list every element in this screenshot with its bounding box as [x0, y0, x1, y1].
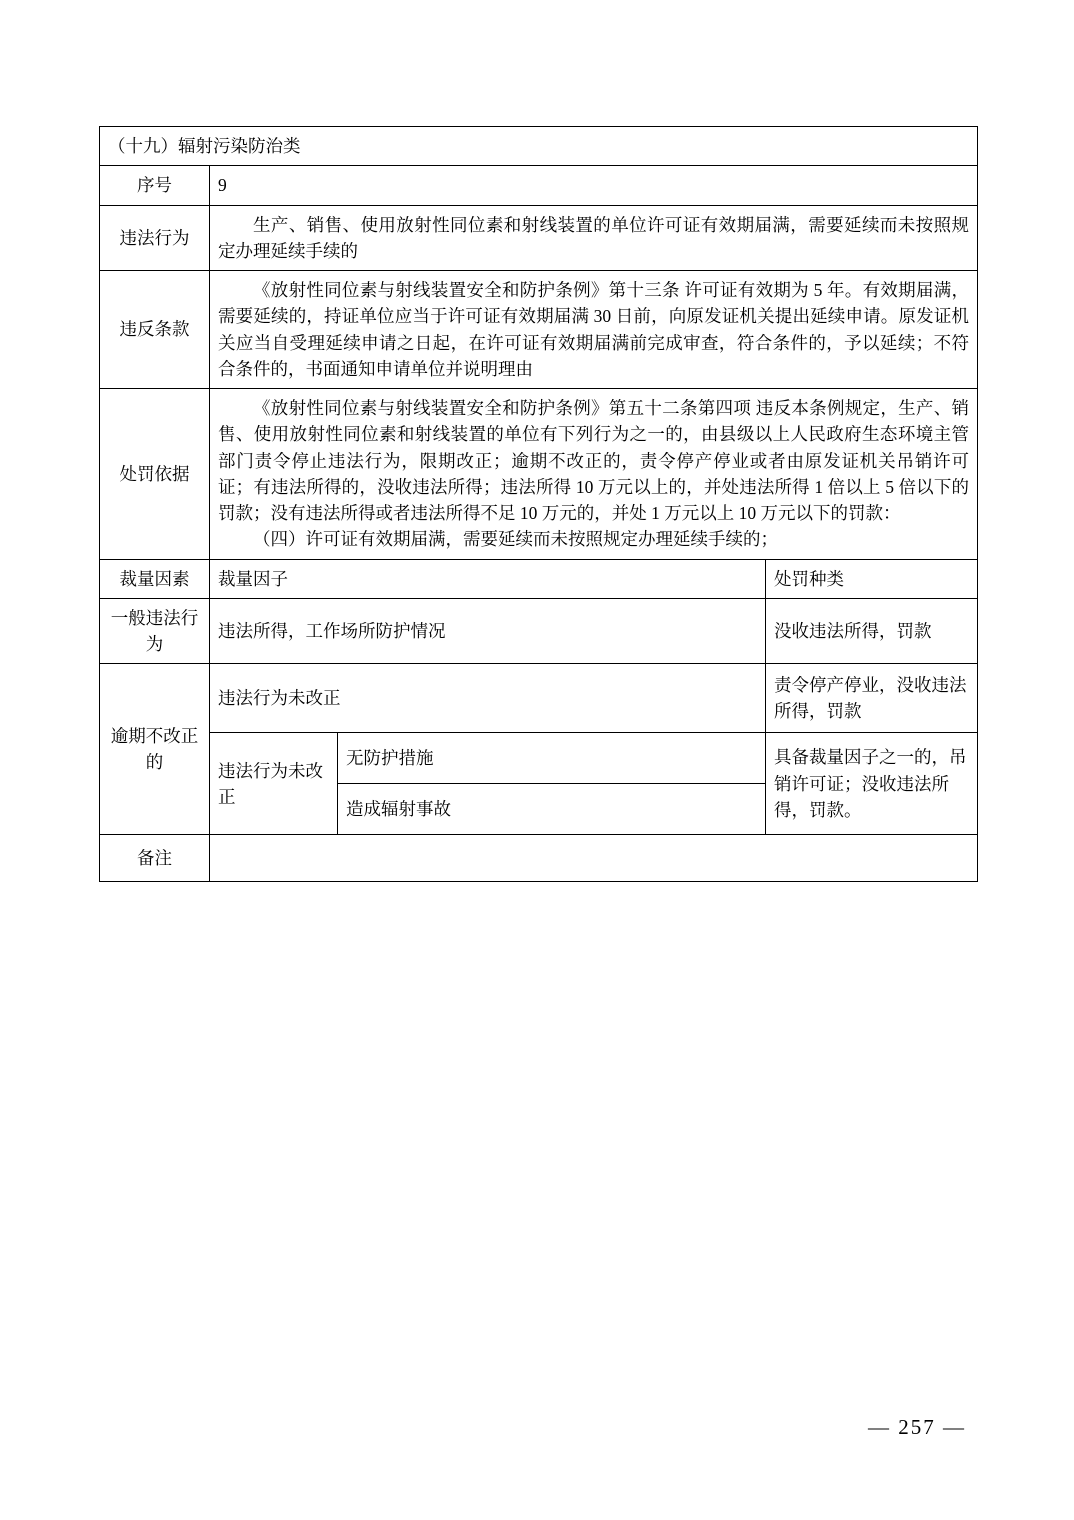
table-row-discretion-header [100, 559, 978, 598]
discretion-factor-header: 裁量因子 [210, 559, 766, 598]
basis-paragraph-2: （四）许可证有效期届满，需要延续而未按照规定办理延续手续的； [253, 529, 778, 550]
remark-label: 备注 [100, 835, 210, 882]
general-penalty: 没收违法所得，罚款 [766, 598, 978, 664]
discretion-penalty-header: 处罚种类 [766, 559, 978, 598]
serial-value: 9 [210, 166, 978, 205]
basis-paragraph-1: 《放射性同位素与射线装置安全和防护条例》第五十二条第四项 违反本条例规定，生产、销售、使用放射性同位素和射线装置的单位有下列行为之一的，由县级以上人民政府生态环境主管部门责令停止违法行为，限期改正；逾期不改正的，责令停产停业或者由原发证机关吊销许可证；有违法所得的，没收违法所得；违法所得 10 万元以上的，并处违法所得 1 倍以上 5 倍以下的罚款；没有违法所得或者违法所得不足 10 万元的，并处 1 万元以上 10 万元以下的罚款： [218, 398, 969, 523]
table-row-basis [100, 389, 978, 560]
basis-value [210, 389, 978, 560]
clause-value: 《放射性同位素与射线装置安全和防护条例》第十三条 许可证有效期为 5 年。有效期届满，需要延续的，持证单位应当于许可证有效期届满 30 日前，向原发证机关提出延续申请。原发证机关应当自受理延续申请之日起，在许可证有效期届满前完成审查，符合条件的，予以延续；不符合条件的，书面通知申请单位并说明理由 [210, 271, 978, 389]
penalty-discretion-table [99, 126, 978, 882]
clause-label: 违反条款 [100, 271, 210, 389]
violation-value: 生产、销售、使用放射性同位素和射线装置的单位许可证有效期届满，需要延续而未按照规定办理延续手续的 [210, 205, 978, 271]
overdue-sub1-penalty: 责令停产停业，没收违法所得，罚款 [766, 664, 978, 733]
serial-label: 序号 [100, 166, 210, 205]
overdue-sub2-item-1: 造成辐射事故 [338, 784, 766, 835]
table-row-overdue-2a [100, 733, 978, 784]
overdue-sub2-penalty: 具备裁量因子之一的，吊销许可证；没收违法所得，罚款。 [766, 733, 978, 835]
table-row-section-title [100, 127, 978, 166]
basis-label: 处罚依据 [100, 389, 210, 560]
section-title: （十九）辐射污染防治类 [100, 127, 978, 166]
overdue-label: 逾期不改正的 [100, 664, 210, 835]
table-row-clause [100, 271, 978, 389]
discretion-label: 裁量因素 [100, 559, 210, 598]
general-factor: 违法所得，工作场所防护情况 [210, 598, 766, 664]
table-row-general [100, 598, 978, 664]
table-row-remark [100, 835, 978, 882]
general-label: 一般违法行为 [100, 598, 210, 664]
violation-label: 违法行为 [100, 205, 210, 271]
table-row-serial [100, 166, 978, 205]
table-row-violation [100, 205, 978, 271]
overdue-sub2-item-0: 无防护措施 [338, 733, 766, 784]
page-number: — 257 — [868, 1415, 966, 1439]
remark-value [210, 835, 978, 882]
page-number-area [0, 1415, 1074, 1440]
table-row-overdue-1 [100, 664, 978, 733]
overdue-sub1-factor: 违法行为未改正 [210, 664, 766, 733]
overdue-sub2-factor: 违法行为未改正 [210, 733, 338, 835]
